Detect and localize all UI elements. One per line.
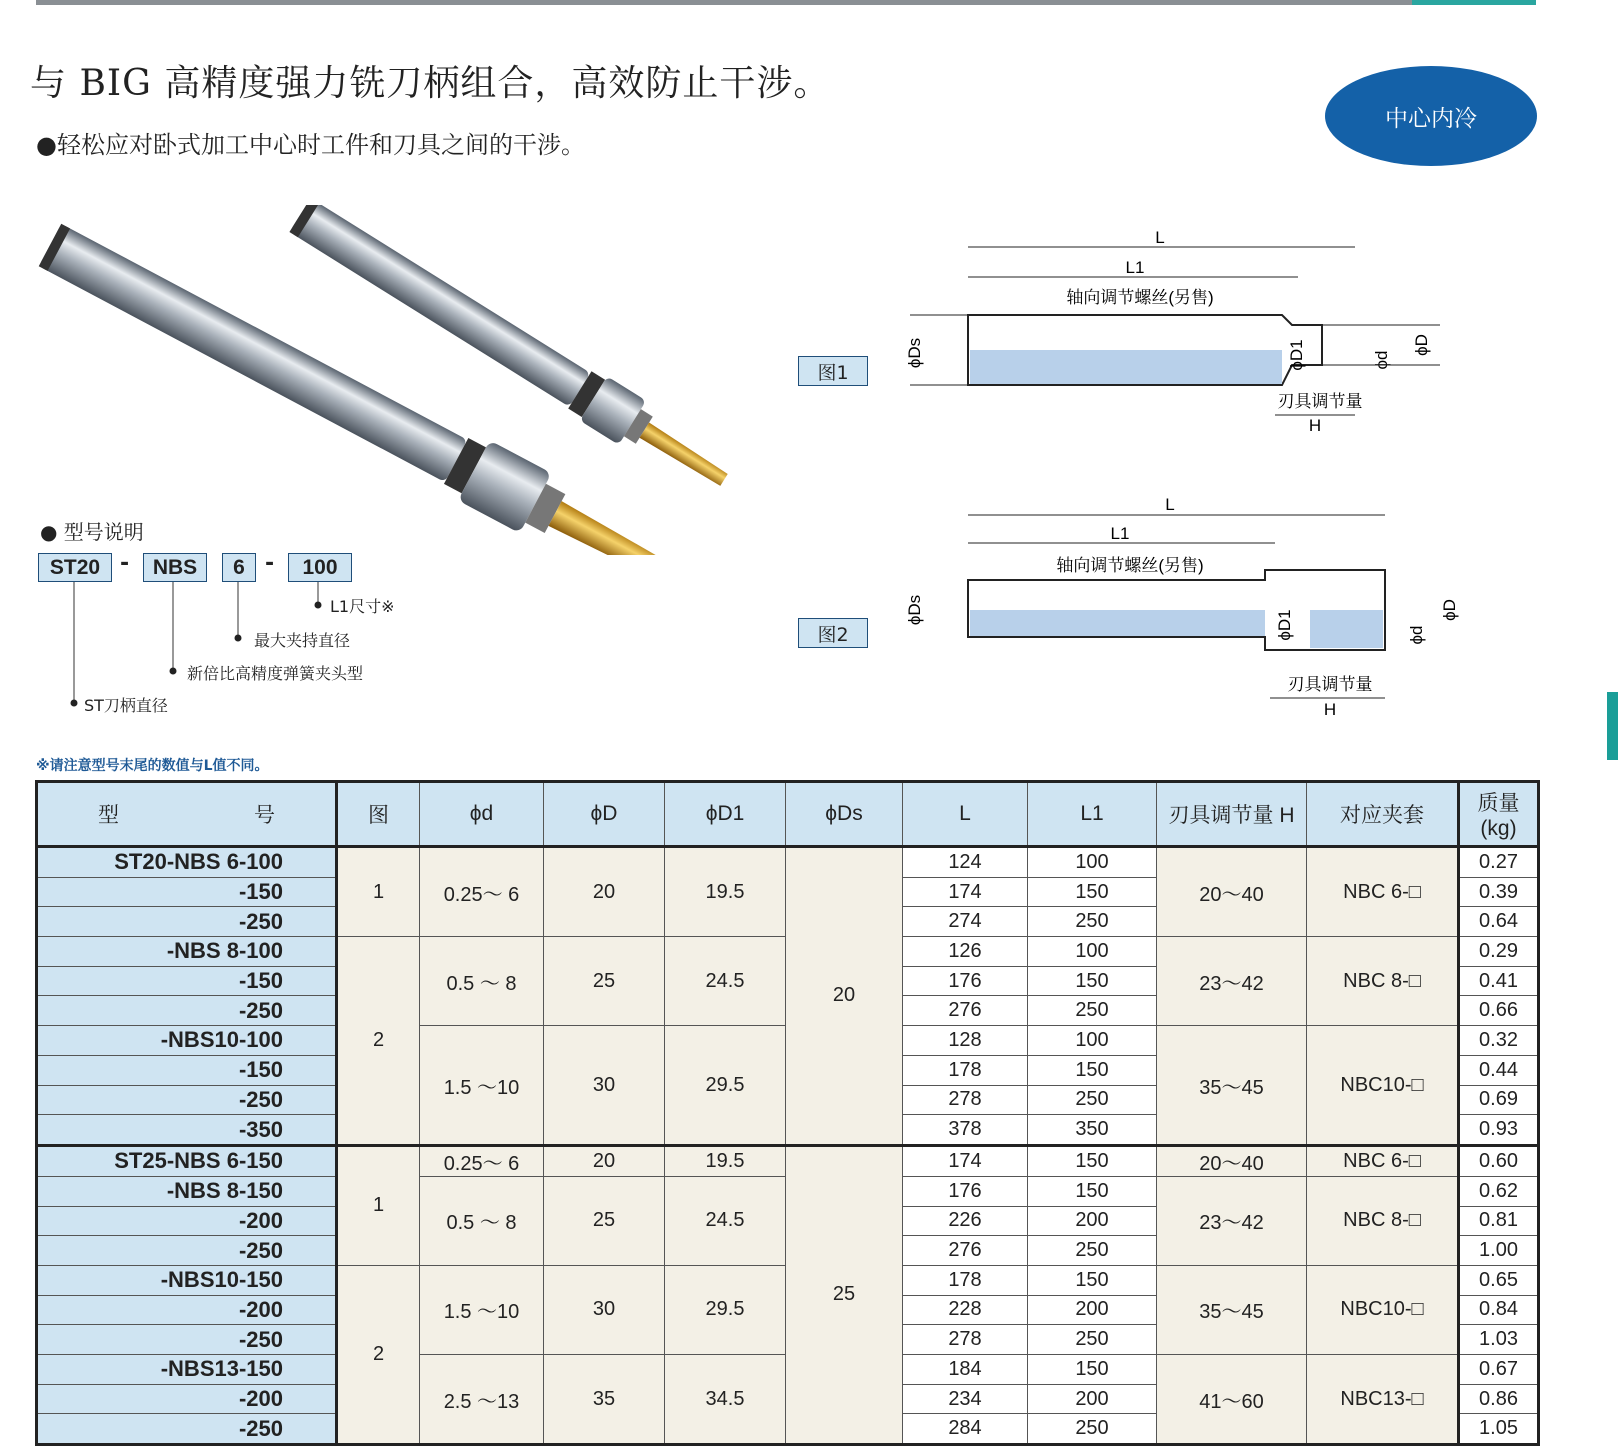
cell-collet: NBC 6-□ [1307,1145,1459,1176]
table-row [37,847,1539,878]
fig2-dim-H: H [1323,700,1337,719]
fig2-dim-L1: L1 [1110,524,1130,543]
fig1-dim-D: ϕD [1412,334,1431,356]
cell-D1: 24.5 [665,1176,786,1265]
cell-mass: 0.44 [1459,1055,1539,1085]
spec-table [35,780,1540,1446]
cell-mass: 0.65 [1459,1265,1539,1295]
cell-L1: 150 [1028,1055,1157,1085]
cell-d: 1.5 ～10 [420,1026,544,1146]
cell-L: 176 [903,966,1028,996]
cell-H: 23～42 [1157,937,1307,1026]
cell-d: 2.5 ～13 [420,1355,544,1445]
model-part-l1: 100 [288,553,352,582]
fig1-dim-Ds: ϕDs [905,337,924,369]
cell-mass: 0.86 [1459,1384,1539,1414]
cell-d: 0.5 ～ 8 [420,1176,544,1265]
model-label-chuck-type: 新倍比高精度弹簧夹头型 [187,664,364,683]
model-part-shank: ST20 [38,553,112,582]
cell-collet: NBC 8-□ [1307,1176,1459,1265]
cell-D1: 19.5 [665,1145,786,1176]
cell-L1: 150 [1028,1145,1157,1176]
top-rule-accent [1412,0,1536,5]
cell-L: 276 [903,996,1028,1026]
cell-mass: 1.05 [1459,1414,1539,1445]
technical-diagrams [790,225,1470,725]
cell-mass: 0.32 [1459,1026,1539,1056]
fig2-dim-D1: ϕD1 [1275,609,1294,641]
cell-H: 23～42 [1157,1176,1307,1265]
cell-model: -250 [37,996,337,1026]
cell-L: 278 [903,1085,1028,1115]
cell-Ds: 25 [786,1145,903,1444]
cell-L1: 100 [1028,847,1157,878]
cell-L1: 250 [1028,907,1157,937]
cell-H: 20～40 [1157,847,1307,937]
fig1-dim-H: H [1308,416,1322,435]
cell-D1: 24.5 [665,937,786,1026]
cell-L: 124 [903,847,1028,878]
cell-L: 278 [903,1325,1028,1355]
cell-model: -250 [37,1085,337,1115]
fig1-dim-L1: L1 [1125,258,1145,277]
cell-D: 25 [544,1176,665,1265]
table-header-row [37,782,1539,847]
diagram-fig1 [905,228,1440,435]
cell-L: 228 [903,1295,1028,1325]
cell-model: -150 [37,1055,337,1085]
cell-L1: 250 [1028,996,1157,1026]
th-model: 型 号 [37,782,337,847]
cell-mass: 1.03 [1459,1325,1539,1355]
cell-model: -NBS 8-150 [37,1176,337,1206]
side-tab [1607,692,1618,760]
cell-fig: 2 [337,1265,420,1444]
cell-L1: 250 [1028,1236,1157,1266]
cell-L: 178 [903,1265,1028,1295]
cell-L1: 350 [1028,1115,1157,1146]
cell-L: 226 [903,1206,1028,1236]
cell-L: 274 [903,907,1028,937]
cell-mass: 0.84 [1459,1295,1539,1325]
cell-mass: 0.27 [1459,847,1539,878]
cell-H: 35～45 [1157,1265,1307,1354]
cell-model: -250 [37,907,337,937]
th-D: ϕD [544,782,665,847]
cell-model: ST20-NBS 6-100 [37,847,337,878]
cell-collet: NBC10-□ [1307,1265,1459,1354]
cell-collet: NBC 8-□ [1307,937,1459,1026]
cell-model: -150 [37,966,337,996]
cell-mass: 0.93 [1459,1115,1539,1146]
cell-L: 176 [903,1176,1028,1206]
cell-d: 0.25～ 6 [420,847,544,937]
cell-Ds: 20 [786,847,903,1146]
fig1-label: 图1 [798,356,868,386]
cell-mass: 0.69 [1459,1085,1539,1115]
cell-L1: 250 [1028,1414,1157,1445]
model-part-clamp: 6 [222,553,256,582]
cell-model: -NBS13-150 [37,1355,337,1385]
cell-model: -200 [37,1384,337,1414]
cell-L1: 250 [1028,1325,1157,1355]
th-mass: 质量 (kg) [1459,782,1539,847]
cell-model: -150 [37,877,337,907]
cell-H: 35～45 [1157,1026,1307,1146]
cell-L1: 200 [1028,1206,1157,1236]
cell-D: 25 [544,937,665,1026]
cell-fig: 2 [337,937,420,1146]
cell-mass: 0.81 [1459,1206,1539,1236]
cell-H: 41～60 [1157,1355,1307,1445]
cell-L1: 100 [1028,1026,1157,1056]
cell-d: 0.25～ 6 [420,1145,544,1176]
th-L: L [903,782,1028,847]
cell-collet: NBC10-□ [1307,1026,1459,1146]
cell-fig: 1 [337,847,420,937]
cell-L: 178 [903,1055,1028,1085]
cell-D1: 34.5 [665,1355,786,1445]
cell-L1: 150 [1028,1355,1157,1385]
cell-L: 174 [903,877,1028,907]
cell-L: 276 [903,1236,1028,1266]
cell-mass: 0.41 [1459,966,1539,996]
cell-d: 0.5 ～ 8 [420,937,544,1026]
cell-L1: 150 [1028,1176,1157,1206]
cell-model: -200 [37,1295,337,1325]
model-desc-title: ● 型号说明 [40,520,144,544]
cell-model: -NBS10-100 [37,1026,337,1056]
cell-L1: 150 [1028,966,1157,996]
cell-D: 20 [544,1145,665,1176]
cell-D: 35 [544,1355,665,1445]
table-row [37,1145,1539,1176]
cell-D1: 29.5 [665,1026,786,1146]
cell-d: 1.5 ～10 [420,1265,544,1354]
cell-mass: 0.67 [1459,1355,1539,1385]
cell-L1: 100 [1028,937,1157,967]
cell-fig: 1 [337,1145,420,1265]
diagram-fig2 [905,495,1459,719]
cell-D: 30 [544,1026,665,1146]
cell-L1: 150 [1028,1265,1157,1295]
fig1-dim-L: L [1155,228,1165,247]
th-Ds: ϕDs [786,782,903,847]
cell-L: 378 [903,1115,1028,1146]
model-label-l1: L1尺寸※ [330,597,395,616]
cell-collet: NBC13-□ [1307,1355,1459,1445]
cell-L1: 150 [1028,877,1157,907]
coolant-badge: 中心内冷 [1325,66,1537,166]
fig1-dim-D1: ϕD1 [1287,339,1306,371]
fig2-screw-label: 轴向调节螺丝(另售) [1056,556,1204,575]
cell-model: -250 [37,1414,337,1445]
fig1-adjust-label: 刃具调节量 [1277,392,1363,411]
cell-model: ST25-NBS 6-150 [37,1145,337,1176]
model-label-shank: ST刀柄直径 [84,696,168,715]
fig2-dim-Ds: ϕDs [905,594,924,626]
model-dash-1: - [120,551,130,576]
fig1-screw-label: 轴向调节螺丝(另售) [1066,288,1214,307]
cell-L1: 250 [1028,1085,1157,1115]
cell-L: 234 [903,1384,1028,1414]
cell-L: 174 [903,1145,1028,1176]
cell-mass: 0.66 [1459,996,1539,1026]
cell-model: -200 [37,1206,337,1236]
cell-mass: 0.39 [1459,877,1539,907]
cell-mass: 0.62 [1459,1176,1539,1206]
cell-mass: 0.64 [1459,907,1539,937]
fig2-dim-L: L [1165,495,1175,514]
cell-collet: NBC 6-□ [1307,847,1459,937]
page-subtitle: ●轻松应对卧式加工中心时工件和刀具之间的干涉。 [36,131,585,159]
cell-L: 126 [903,937,1028,967]
fig2-label: 图2 [798,618,868,648]
model-part-type: NBS [143,553,207,582]
fig2-dim-d: ϕd [1407,625,1426,645]
cell-D1: 29.5 [665,1265,786,1354]
cell-mass: 0.60 [1459,1145,1539,1176]
cell-L1: 200 [1028,1295,1157,1325]
fig1-dim-d: ϕd [1372,350,1391,370]
th-fig: 图 [337,782,420,847]
cell-H: 20～40 [1157,1145,1307,1176]
cell-model: -250 [37,1325,337,1355]
th-D1: ϕD1 [665,782,786,847]
cell-mass: 0.29 [1459,937,1539,967]
fig2-dim-D: ϕD [1440,599,1459,621]
cell-mass: 1.00 [1459,1236,1539,1266]
th-d: ϕd [420,782,544,847]
cell-D: 30 [544,1265,665,1354]
cell-model: -250 [37,1236,337,1266]
table-note: ※请注意型号末尾的数值与L值不同。 [36,758,269,774]
model-label-max-clamp: 最大夹持直径 [254,631,351,650]
th-collet: 对应夹套 [1307,782,1459,847]
cell-model: -NBS 8-100 [37,937,337,967]
th-L1: L1 [1028,782,1157,847]
cell-model: -NBS10-150 [37,1265,337,1295]
cell-L: 184 [903,1355,1028,1385]
cell-L: 128 [903,1026,1028,1056]
model-dash-2: - [265,551,275,576]
page-title: 与 BIG 高精度强力铣刀柄组合，高效防止干涉。 [30,63,831,104]
cell-model: -350 [37,1115,337,1146]
cell-L: 284 [903,1414,1028,1445]
cell-L1: 200 [1028,1384,1157,1414]
fig2-adjust-label: 刃具调节量 [1287,675,1373,694]
th-H: 刃具调节量 H [1157,782,1307,847]
cell-D1: 19.5 [665,847,786,937]
cell-D: 20 [544,847,665,937]
